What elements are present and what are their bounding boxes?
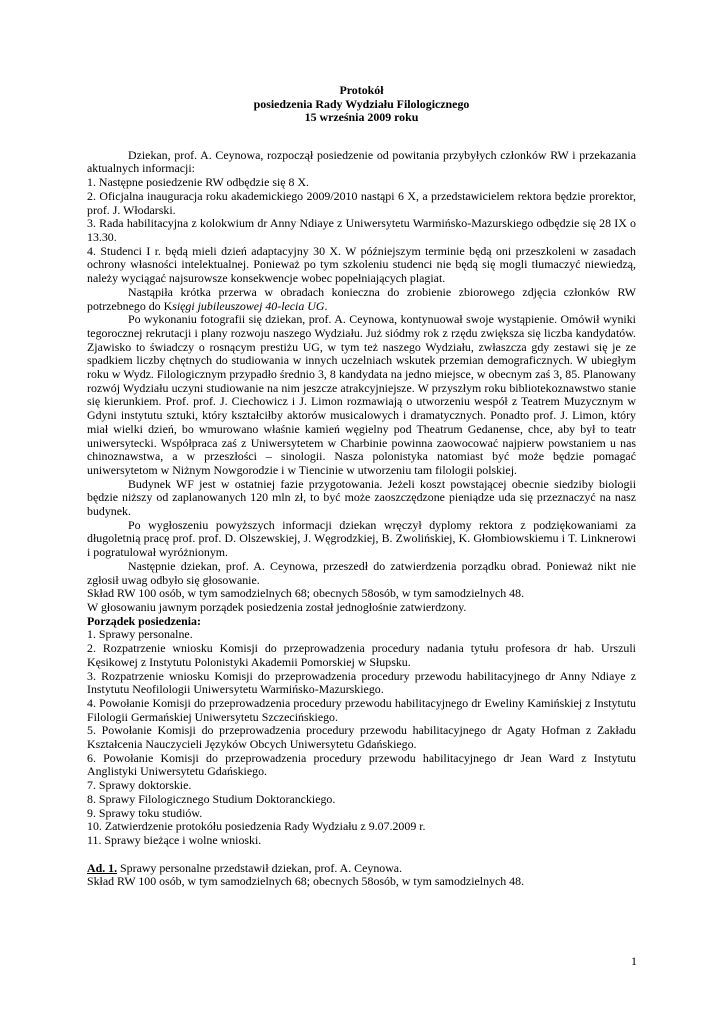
info-item: 2. Oficjalna inauguracja roku akademickiego 2009/2010 nastąpi 6 X, a przedstawicielem rektora będzie prorektor, prof. J. Włodarski. xyxy=(87,188,636,217)
agenda-item: 10. Zatwierdzenie protokółu posiedzenia Rady Wydziału z 9.07.2009 r. xyxy=(87,819,426,834)
document-header xyxy=(87,84,636,125)
agenda-item: 11. Sprawy bieżące i wolne wnioski. xyxy=(87,832,262,847)
paragraph-break xyxy=(87,286,636,313)
agenda-item: 5. Powołanie Komisji do przeprowadzenia procedury przewodu habilitacyjnego dr Agaty Hofman z Zakładu Kształcenia Nauczycieli Języków Obcych Uniwersytetu Gdańskiego. xyxy=(87,723,636,752)
ad1-label: Ad. 1. xyxy=(87,860,118,875)
info-item: 4. Studenci I r. będą mieli dzień adaptacyjny 30 X. W późniejszym terminie będą oni przeszkoleni w zasadach ochrony własności intelektualnej. Ponieważ po tym szkoleniu studenci nie będą się mogli tłumaczyć niewiedzą, należy wyciągać najsurowsze konsekwencje wobec popełniających plagiat. xyxy=(87,243,636,286)
agenda-item: 4. Powołanie Komisji do przeprowadzenia procedury przewodu habilitacyjnego dr Eweliny Kamińskiej z Instytutu Filologii Germańskiej Uniwersytetu Szczecińskiego. xyxy=(87,695,636,724)
info-item: 1. Następne posiedzenie RW odbędzie się 8 X. xyxy=(87,175,310,190)
paragraph-recruitment: Po wykonaniu fotografii się dziekan, prof. A. Ceynowa, kontynuował swoje wystąpienie. Omówił wyniki tegorocznej rekrutacji i plany rozwoju naszego Wydziału. Już siódmy rok z rzędu zwiększa się liczba kandydatów. Zjawisko to świadczy o rosnącym prestiżu UG, w tym też naszego Wydziału, zwłaszcza gdy zestawi się je ze spadkiem liczby chętnych do studiowania w innych uczelniach wskutek przemian demograficznych. W ubiegłym roku w Wydz. Filologicznym przypadło średnio 3, 8 kandydata na jedno miejsce, w obecnym zaś 3, 85. Planowany rozwój Wydziału uczyni studiowanie na nim jeszcze atrakcyjniejsze. W przyszłym roku bibliotekoznawstwo stanie się kierunkiem. Prof. prof. J. Ciechowicz i J. Limon rozmawiają o utworzeniu wespół z Teatrem Muzycznym w Gdyni instytutu sztuki, który kształciłby aktorów musicalowych i dramatycznych. Ponadto prof. J. Limon, który miał wielki dzień, bo wmurowano właśnie kamień węgielny pod Theatrum Gedanense, chce, aby był to teatr uniwersytecki. Współpraca zaś z Uniwersytetem w Charbinie powinna zaowocować najpierw powstaniem u nas chinoznawstwa, a w przeszłości – sinologii. Nasza polonistyka natomiast być może będzie pomagać uniwersytetom w Niżnym Nowgorodzie i w Tiencinie w utworzeniu tam filologii polskiej. xyxy=(87,312,636,477)
paragraph-opening: Dziekan, prof. A. Ceynowa, rozpoczął posiedzenie od powitania przybyłych członków RW i przekazania aktualnych informacji: xyxy=(87,147,636,176)
agenda-item: 9. Sprawy toku studiów. xyxy=(87,805,203,820)
page-number: 1 xyxy=(631,954,637,968)
book-title: sięgi jubileuszowej 40-lecia UG xyxy=(172,298,325,313)
agenda-item: 6. Powołanie Komisji do przeprowadzenia procedury przewodu habilitacyjnego dr Jean Ward z Instytutu Anglistyki Uniwersytetu Gdańskiego. xyxy=(87,750,636,779)
document-subtitle: posiedzenia Rady Wydziału Filologicznego xyxy=(253,96,470,111)
agenda-heading: Porządek posiedzenia: xyxy=(87,613,201,628)
paragraph-agenda-approval: Następnie dziekan, prof. A. Ceynowa, przeszedł do zatwierdzenia porządku obrad. Ponieważ nikt nie zgłosił uwag odbyło się głosowanie. xyxy=(87,558,636,587)
ad1-paragraph xyxy=(87,862,636,876)
agenda-item: 8. Sprawy Filologicznego Studium Doktoranckiego. xyxy=(87,791,336,806)
paragraph-building: Budynek WF jest w ostatniej fazie przygotowania. Jeżeli koszt powstającej obecnie siedziby biologii będzie niższy od zaplanowanych 120 mln zł, to być może zaoszczędzone pieniądze uda się przeznaczyć na nasz budynek. xyxy=(87,476,636,519)
document-date: 15 września 2009 roku xyxy=(304,110,419,125)
paragraph-diplomas: Po wygłoszeniu powyższych informacji dziekan wręczył dyplomy rektora z podziękowaniami za długoletnią pracę prof. prof. D. Olszewskiej, J. Węgrodzkiej, B. Zwolińskiej, K. Głombiowskiemu i T. Linknerowi i pogratulował wyróżnionym. xyxy=(87,517,636,560)
agenda-item: 3. Rozpatrzenie wniosku Komisji do przeprowadzenia procedury przewodu habilitacyjnego dr Anny Ndiaye z Instytutu Neofilologii Uniwersytetu Warmińsko-Mazurskiego. xyxy=(87,668,636,697)
agenda-item: 1. Sprawy personalne. xyxy=(87,627,193,642)
council-composition: Skład RW 100 osób, w tym samodzielnych 68; obecnych 58osób, w tym samodzielnych 48. xyxy=(87,586,525,601)
document-title: Protokół xyxy=(339,83,384,97)
agenda-item: 7. Sprawy doktorskie. xyxy=(87,778,192,793)
ad1-composition: Skład RW 100 osób, w tym samodzielnych 68; obecnych 58osób, w tym samodzielnych 48. xyxy=(87,874,525,889)
paragraph-break-text: Nastąpiła krótka przerwa w obradach konieczna do zrobienie zbiorowego zdjęcia członków RW potrzebnego do K xyxy=(87,284,636,313)
paragraph-break-end: . xyxy=(324,298,328,313)
agenda-item: 2. Rozpatrzenie wniosku Komisji do przeprowadzenia procedury nadania tytułu profesora dr hab. Urszuli Kęsikowej z Instytutu Polonistyki Akademii Pomorskiej w Słupsku. xyxy=(87,641,636,669)
vote-result: W głosowaniu jawnym porządek posiedzenia został jednogłośnie zatwierdzony. xyxy=(87,599,467,614)
info-item: 3. Rada habilitacyjna z kolokwium dr Anny Ndiaye z Uniwersytetu Warmińsko-Mazurskiego odbędzie się 28 IX o 13.30. xyxy=(87,216,636,244)
section-spacer xyxy=(87,848,636,862)
ad1-text: Sprawy personalne przedstawił dziekan, prof. A. Ceynowa. xyxy=(117,860,403,875)
